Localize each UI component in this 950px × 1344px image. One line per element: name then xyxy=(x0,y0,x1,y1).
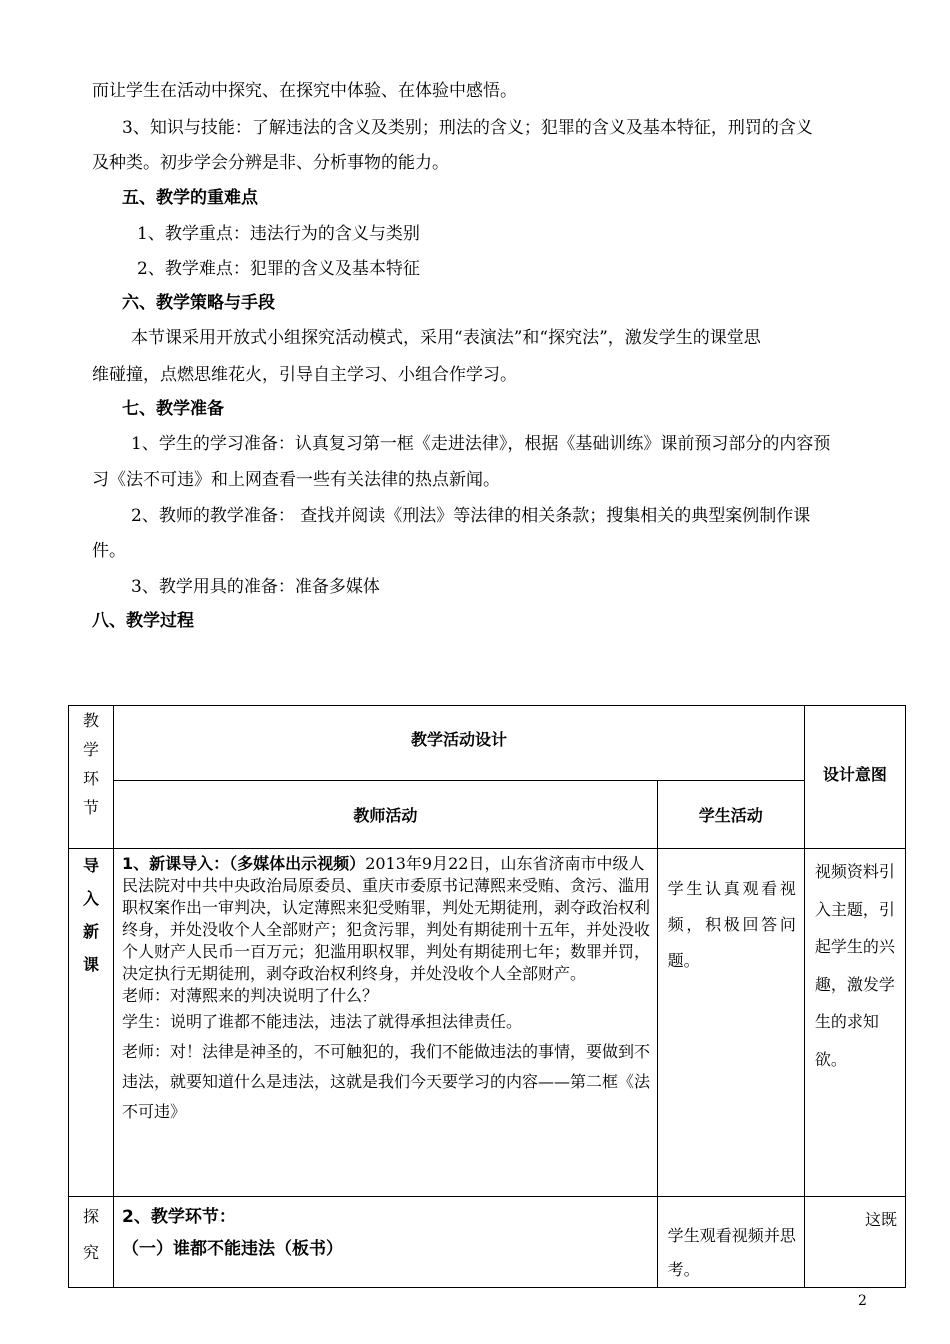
intro-text-line: 本节课采用开放式小组探究活动模式，采用“表演法”和“探究法”，激发学生的课堂思 xyxy=(131,328,761,348)
stage-cell-explore xyxy=(69,1197,114,1288)
section-heading: 六、教学策略与手段 xyxy=(122,293,275,313)
design-intent-cell: 这既 xyxy=(804,1197,905,1288)
intro-text-line: 2、教学难点：犯罪的含义及基本特征 xyxy=(137,259,420,279)
stage-char: 新 xyxy=(83,922,100,941)
student-activity-cell: 学生认真观看视频，积极回答问题。 xyxy=(657,849,804,1197)
teaching-step-subtitle: （一）谁都不能违法（板书） xyxy=(122,1239,344,1259)
teacher-activity-text: 2013年9月22日，山东省济南市中级人民法院对中共中央政治局原委员、重庆市委原书记薄熙来受贿、贪污、滥用职权案作出一审判决，认定薄熙来犯受贿罪，判处无期徒刑，剥夺政治权利终身，并处没收个人全部财产；犯贪污罪，判处有期徒刑十五年，并处没收个人财产人民币一百万元；犯滥用职权罪，判处有期徒刑七年；数罪并罚，决定执行无期徒刑，剥夺政治权利终身，并处没收个人全部财产。 xyxy=(122,854,651,983)
design-intent-cell: 视频资料引入主题，引起学生的兴趣，激发学生的求知欲。 xyxy=(804,849,905,1197)
student-activity-cell: 学生观看视频并思考。 xyxy=(657,1197,804,1288)
stage-header-char: 学 xyxy=(83,740,100,759)
section-heading: 五、教学的重难点 xyxy=(122,188,258,208)
section-heading: 七、教学准备 xyxy=(122,399,224,419)
intro-text-line: 1、教学重点：违法行为的含义与类别 xyxy=(137,224,420,244)
student-activity-header: 学生活动 xyxy=(657,781,804,849)
intro-text-line: 3、教学用具的准备：准备多媒体 xyxy=(131,577,380,597)
teacher-conclusion: 老师：对！法律是神圣的，不可触犯的，我们不能做违法的事情，要做到不违法，就要知道什么是违法，这就是我们今天要学习的内容——第二框《法不可违》 xyxy=(122,1042,651,1121)
teaching-process-table xyxy=(68,705,906,1288)
page-number: 2 xyxy=(858,1293,867,1309)
stage-header-char: 教 xyxy=(83,711,100,730)
intro-text-line: 3、知识与技能：了解违法的含义及类别；刑法的含义；犯罪的含义及基本特征，刑罚的含义 xyxy=(122,118,813,138)
stage-char: 探 xyxy=(83,1207,100,1226)
stage-cell-intro xyxy=(69,849,114,1197)
intro-text-line: 维碰撞，点燃思维花火，引导自主学习、小组合作学习。 xyxy=(92,365,517,385)
teacher-activity-cell xyxy=(114,1197,658,1288)
student-answer: 学生：说明了谁都不能违法，违法了就得承担法律责任。 xyxy=(122,1012,523,1031)
activity-design-header: 教学活动设计 xyxy=(114,706,805,781)
intro-text-line: 1、学生的学习准备：认真复习第一框《走进法律》，根据《基础训练》课前预习部分的内容预 xyxy=(131,434,831,454)
section-heading: 八、教学过程 xyxy=(92,611,194,631)
intro-text-line: 而让学生在活动中探究、在探究中体验、在体验中感悟。 xyxy=(92,81,517,101)
teaching-step-title: 2、教学环节： xyxy=(122,1207,236,1227)
teacher-activity-cell xyxy=(114,849,658,1197)
intro-text-line: 习《法不可违》和上网查看一些有关法律的热点新闻。 xyxy=(92,470,500,490)
stage-char: 入 xyxy=(83,889,100,908)
stage-header-char: 节 xyxy=(83,798,100,817)
stage-header-cell xyxy=(69,706,114,849)
stage-char: 导 xyxy=(83,856,100,875)
teacher-activity-header: 教师活动 xyxy=(114,781,658,849)
intro-text-line: 2、教师的教学准备： 查找并阅读《刑法》等法律的相关条款；搜集相关的典型案例制作课 xyxy=(131,506,811,526)
teacher-question: 老师：对薄熙来的判决说明了什么？ xyxy=(122,986,379,1005)
design-intent-header: 设计意图 xyxy=(804,706,905,849)
stage-char: 究 xyxy=(83,1243,100,1262)
intro-text-line: 件。 xyxy=(92,541,126,561)
stage-char: 课 xyxy=(83,955,100,974)
stage-header-char: 环 xyxy=(83,769,100,788)
intro-text-line: 及种类。初步学会分辨是非、分析事物的能力。 xyxy=(92,153,449,173)
teacher-activity-title: 1、新课导入：（多媒体出示视频） xyxy=(122,854,366,873)
